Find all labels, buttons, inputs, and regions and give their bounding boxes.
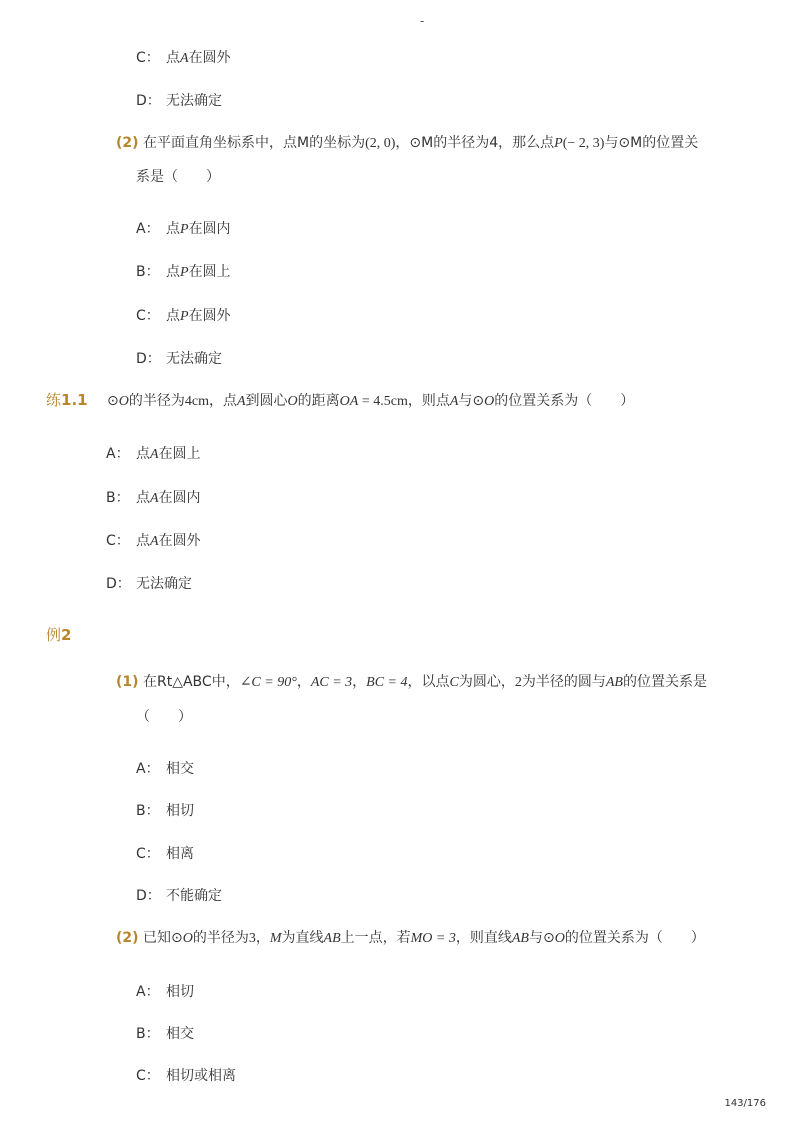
q2-option-d[interactable]: D： 无法确定 <box>136 351 222 367</box>
ex2-q2-option-c[interactable]: C： 相切或相离 <box>136 1068 236 1084</box>
question-number: (1) <box>116 674 139 690</box>
ex11-option-b[interactable]: B： 点A在圆内 <box>106 490 201 506</box>
example-2-question-1: (1) 在Rt△ABC中，∠C = 90°，AC = 3，BC = 4，以点C为圆心，2为半径的圆与AB的位置关系是 <box>116 674 707 690</box>
example-2-question-1-line2: （ ） <box>136 709 192 725</box>
ex2-q2-option-b[interactable]: B： 相交 <box>136 1026 194 1042</box>
ex2-q1-option-d[interactable]: D： 不能确定 <box>136 888 222 904</box>
header-mark: - <box>420 14 425 28</box>
prev-option-c: C： 点A在圆外 <box>136 50 231 66</box>
q2-option-c[interactable]: C： 点P在圆外 <box>136 308 231 324</box>
question-number: (2) <box>116 135 139 151</box>
ex11-option-a[interactable]: A： 点A在圆上 <box>106 446 201 462</box>
page-number: 143/176 <box>724 1098 766 1109</box>
question-2-line2: 系是（ ） <box>136 169 220 185</box>
ex11-option-c[interactable]: C： 点A在圆外 <box>106 533 201 549</box>
exercise-1-1-question: ⊙O的半径为4cm，点A到圆心O的距离OA = 4.5cm，则点A与⊙O的位置关系为（ ） <box>107 393 635 409</box>
q2-option-a[interactable]: A： 点P在圆内 <box>136 221 231 237</box>
question-number: (2) <box>116 930 139 946</box>
ex2-q1-option-c[interactable]: C： 相离 <box>136 846 194 862</box>
ex2-q1-option-a[interactable]: A： 相交 <box>136 761 194 777</box>
exercise-label: 练1.1 <box>46 391 88 409</box>
example-label: 例2 <box>46 626 72 644</box>
prev-option-d: D： 无法确定 <box>136 93 222 109</box>
ex11-option-d[interactable]: D： 无法确定 <box>106 576 192 592</box>
question-2: (2) 在平面直角坐标系中，点M的坐标为(2, 0)，⊙M的半径为4，那么点P(− 2, 3)与⊙M的位置关 <box>116 135 699 151</box>
ex2-q1-option-b[interactable]: B： 相切 <box>136 803 194 819</box>
example-2-question-2: (2) 已知⊙O的半径为3，M为直线AB上一点，若MO = 3，则直线AB与⊙O的位置关系为（ ） <box>116 930 705 946</box>
q2-option-b[interactable]: B： 点P在圆上 <box>136 264 231 280</box>
ex2-q2-option-a[interactable]: A： 相切 <box>136 984 194 1000</box>
